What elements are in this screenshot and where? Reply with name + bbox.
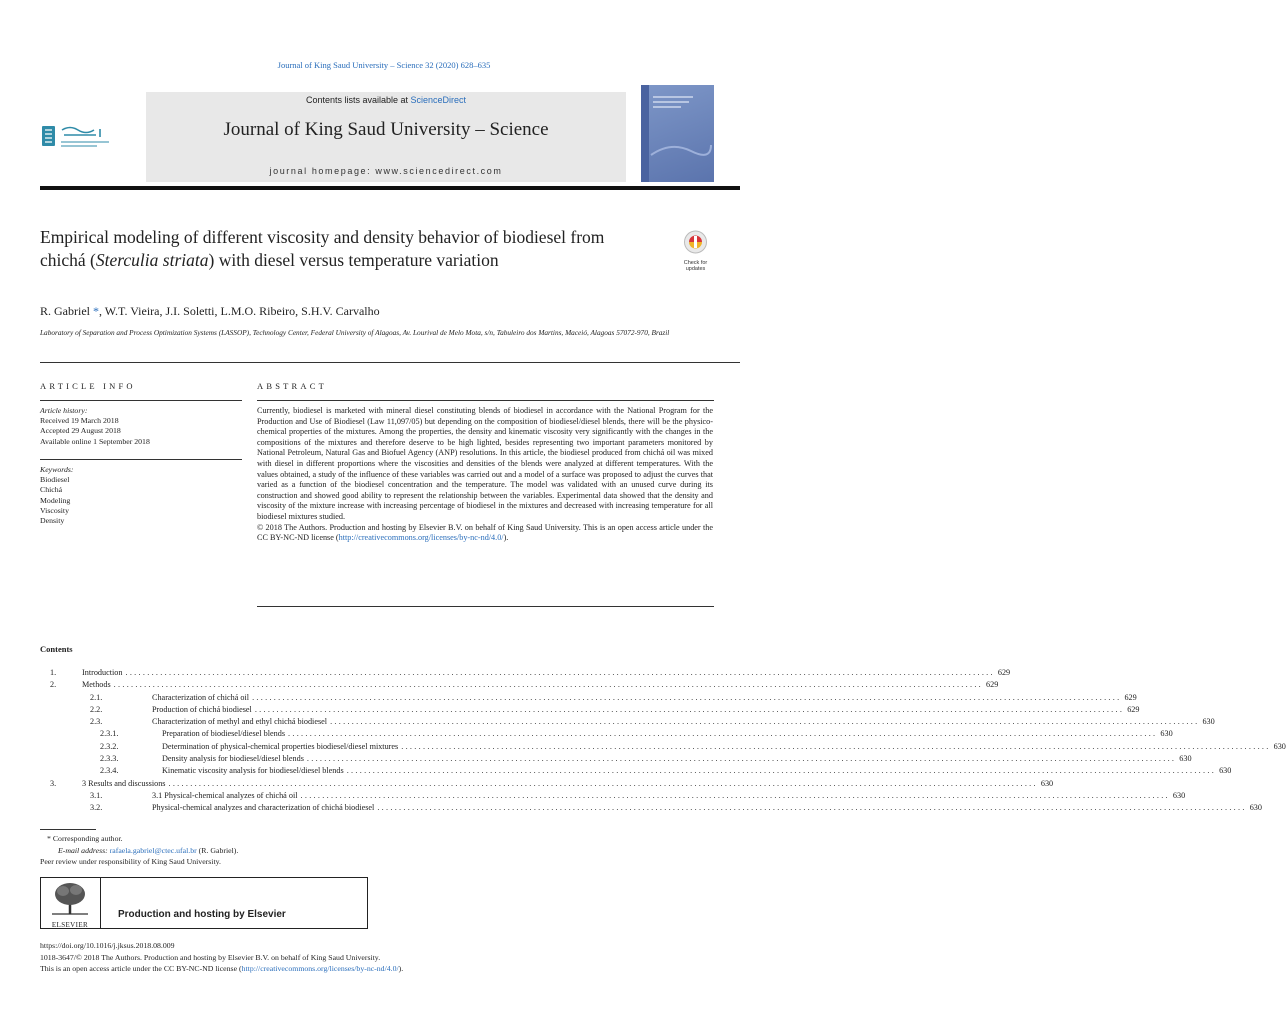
footer-license	[40, 964, 403, 973]
toc-label: Density analysis for biodiesel/diesel blends	[162, 754, 304, 764]
toc-leader-dots: ........................................................................................................................................................................................................	[254, 704, 1125, 714]
keyword-item: Biodiesel	[40, 475, 70, 485]
keywords	[40, 465, 240, 526]
toc-number: 2.3.2.	[100, 741, 119, 751]
other-authors: , W.T. Vieira, J.I. Soletti, L.M.O. Ribeiro, S.H.V. Carvalho	[99, 304, 380, 318]
abstract-body	[257, 406, 713, 544]
toc-page-number: 629	[997, 668, 1011, 677]
contents-title: Contents	[40, 644, 73, 654]
toc-leader-dots: ........................................................................................................................................................................................................	[168, 778, 1038, 788]
toc-leader-dots: ........................................................................................................................................................................................................	[252, 692, 1122, 702]
publisher-hosting-text: Production and hosting by Elsevier	[118, 909, 286, 920]
table-of-contents	[40, 668, 1286, 816]
toc-page-number: 630	[1172, 790, 1186, 800]
footnote-rule	[40, 829, 96, 830]
article-title	[40, 226, 640, 271]
toc-entry[interactable]	[40, 803, 1262, 815]
toc-label: Physical-chemical analyzes and characterization of chichá biodiesel	[152, 803, 375, 813]
history-received: Received 19 March 2018	[40, 416, 119, 426]
crossmark-icon	[673, 229, 718, 255]
keyword-item: Density	[40, 516, 65, 526]
toc-label: Kinematic viscosity analysis for biodiesel/diesel blends	[162, 766, 344, 776]
toc-label: Characterization of chichá oil	[152, 692, 250, 702]
keywords-label: Keywords:	[40, 465, 74, 474]
abstract-copyright	[257, 523, 713, 544]
author-email-link[interactable]: rafaela.gabriel@ctec.ufal.br	[109, 846, 197, 855]
copyright-end: ).	[503, 533, 509, 543]
abstract-text: Currently, biodiesel is marketed with mineral diesel constituting blends of biodiesel in accordance with the National Program for the Production and Use of Biodiesel (Law 11,097/05) but depending on the composition of biodiesel/diesel blends, there will be the physico-chemical properties of the mixtures. Among the properties, the density and kinematic viscosity very significantly with the changes in the compositions of the mixtures and therefore deserve to be high lighted, besides representing two important parameters monitored by National Petroleum, Natural Gas and Biofuel Agency (ANP) resolutions. In this article, the biodiesel produced from chichá oil was mixed with diesel in different proportions where the viscosities and densities of the blends were analyzed at different temperatures. With the values obtained, a study of the influence of these variables was carried out and a model of a surface was proposed to adjust the curves that varied as a function of the biodiesel concentration and the temperature. The model was validated with an unused curve during its construction and showed good ability to represent the relationship between the variables. Experimental data showed that the density and viscosity of the mixture increase with increasing percentage of biodiesel in the mixtures and decreased with increasing temperature for all biodiesel mixtures studied.	[257, 406, 713, 521]
title-part-2: ) with diesel versus temperature variation	[208, 249, 499, 270]
check-for-updates-badge[interactable]	[673, 229, 718, 272]
copyright-text: © 2018 The Authors. Production and hosting by Elsevier B.V. on behalf of King Saud University. This is an open access article under the CC BY-NC-ND license (	[257, 522, 713, 543]
elsevier-logo	[44, 880, 96, 929]
cover-art-icon	[641, 85, 714, 182]
toc-leader-dots: ........................................................................................................................................................................................................	[330, 717, 1200, 727]
toc-page-number: 630	[1273, 741, 1286, 751]
corresponding-author-mark[interactable]: *	[90, 304, 99, 318]
toc-leader-dots: ........................................................................................................................................................................................................	[377, 803, 1247, 813]
toc-label: Characterization of methyl and ethyl chichá biodiesel	[152, 717, 328, 727]
email-suffix: (R. Gabriel).	[196, 846, 239, 855]
crossmark-line-2: updates	[685, 266, 706, 272]
crossmark-line-1: Check for	[683, 260, 708, 266]
abstract-bottom-rule	[257, 606, 714, 607]
toc-number: 2.3.4.	[100, 766, 119, 776]
title-species: Sterculia striata	[95, 249, 209, 270]
toc-leader-dots: ........................................................................................................................................................................................................	[401, 741, 1271, 751]
toc-number: 2.	[50, 680, 57, 690]
history-rule	[40, 459, 242, 460]
keyword-item: Viscosity	[40, 505, 69, 515]
toc-entry[interactable]	[40, 778, 1054, 791]
toc-label: Production of chichá biodiesel	[152, 704, 252, 714]
history-label: Article history:	[40, 406, 88, 415]
corresponding-note: * Corresponding author.	[47, 834, 123, 843]
toc-number: 1.	[50, 668, 57, 677]
journal-homepage[interactable]: journal homepage: www.sciencedirect.com	[269, 166, 503, 176]
toc-entry[interactable]	[40, 717, 1215, 729]
toc-page-number: 630	[1040, 778, 1054, 788]
affiliation: Laboratory of Separation and Process Optimization Systems (LASSOP), Technology Center, Federal University of Alagoas, Av. Lourival de Melo Mota, s/n, Tabuleiro dos Martins, Maceió, Alagoas 57072-970, Brazil	[40, 328, 670, 337]
article-info-rule	[40, 400, 242, 401]
abstract-license-link[interactable]: http://creativecommons.org/licenses/by-nc-nd/4.0/	[338, 533, 504, 543]
university-logo-icon	[40, 120, 120, 152]
toc-number: 2.1.	[90, 692, 103, 702]
journal-citation[interactable]: Journal of King Saud University – Science 32 (2020) 628–635	[277, 60, 491, 70]
toc-label: Introduction	[82, 668, 123, 677]
toc-label: 3.1 Physical-chemical analyzes of chichá oil	[152, 790, 298, 800]
email-label: E-mail address:	[58, 846, 110, 855]
email-line	[58, 846, 238, 856]
toc-page-number: 630	[1179, 754, 1192, 764]
footer-license-prefix: This is an open access article under the CC BY-NC-ND license (	[40, 964, 242, 973]
sciencedirect-link[interactable]: ScienceDirect	[410, 95, 467, 105]
toc-number: 2.3.3.	[100, 754, 119, 764]
toc-label: Preparation of biodiesel/diesel blends	[162, 729, 286, 739]
toc-entry[interactable]	[40, 680, 999, 692]
affiliation-rule	[40, 362, 740, 363]
first-author: R. Gabriel	[40, 304, 90, 318]
toc-leader-dots: ........................................................................................................................................................................................................	[113, 680, 984, 690]
toc-leader-dots: ........................................................................................................................................................................................................	[306, 754, 1177, 764]
keyword-item: Modeling	[40, 495, 71, 505]
article-history	[40, 406, 240, 447]
toc-entry[interactable]	[40, 704, 1140, 717]
toc-page-number: 630	[1219, 766, 1232, 776]
toc-entry[interactable]	[40, 790, 1186, 803]
elsevier-tree-icon	[44, 880, 96, 916]
issn-line: 1018-3647/© 2018 The Authors. Production and hosting by Elsevier B.V. on behalf of King Saud University.	[40, 953, 381, 962]
toc-number: 2.3.1.	[100, 729, 119, 739]
publisher-divider	[100, 877, 101, 929]
header-rule	[40, 186, 740, 190]
doi-link[interactable]: https://doi.org/10.1016/j.jksus.2018.08.009	[40, 941, 175, 950]
toc-page-number: 630	[1160, 729, 1173, 739]
contents-prefix: Contents lists available at	[305, 95, 411, 105]
elsevier-wordmark: ELSEVIER	[51, 921, 89, 929]
toc-label: Methods	[82, 680, 111, 690]
toc-page-number: 630	[1249, 803, 1262, 813]
toc-number: 3.1.	[90, 790, 103, 800]
toc-entry[interactable]	[40, 692, 1137, 705]
abstract-rule	[257, 400, 714, 401]
toc-page-number: 629	[1127, 704, 1140, 714]
toc-number: 3.	[50, 778, 57, 788]
toc-label: Determination of physical-chemical properties biodiesel/diesel mixtures	[162, 741, 399, 751]
toc-leader-dots: ........................................................................................................................................................................................................	[125, 668, 995, 677]
title-part-1: Empirical modeling of different viscosity and density behavior of biodiesel from chichá (	[40, 227, 605, 270]
toc-entry[interactable]	[40, 766, 1232, 778]
toc-entry[interactable]	[40, 668, 1011, 680]
footer-license-end: ).	[398, 964, 404, 973]
peer-review-note: Peer review under responsibility of King Saud University.	[40, 857, 221, 866]
article-info-heading: ARTICLE INFO	[40, 381, 136, 391]
toc-entry[interactable]	[40, 729, 1173, 741]
toc-page-number: 630	[1202, 717, 1215, 727]
toc-number: 2.2.	[90, 704, 103, 714]
journal-cover-image	[641, 85, 714, 182]
journal-name: Journal of King Saud University – Science	[223, 119, 549, 140]
toc-leader-dots: ........................................................................................................................................................................................................	[300, 790, 1170, 800]
toc-entry[interactable]	[40, 754, 1192, 766]
toc-entry[interactable]	[40, 741, 1286, 754]
keyword-item: Chichá	[40, 485, 63, 495]
history-online: Available online 1 September 2018	[40, 436, 150, 446]
toc-number: 2.3.	[90, 717, 103, 727]
toc-label: 3 Results and discussions	[82, 778, 166, 788]
history-accepted: Accepted 29 August 2018	[40, 426, 121, 436]
toc-leader-dots: ........................................................................................................................................................................................................	[346, 766, 1217, 776]
toc-leader-dots: ........................................................................................................................................................................................................	[288, 729, 1158, 739]
contents-available-line	[146, 95, 626, 105]
toc-page-number: 629	[986, 680, 999, 690]
author-list	[40, 304, 380, 319]
toc-number: 3.2.	[90, 803, 103, 813]
toc-page-number: 629	[1124, 692, 1137, 702]
abstract-heading: ABSTRACT	[257, 381, 327, 391]
footer-license-link[interactable]: http://creativecommons.org/licenses/by-nc-nd/4.0/	[241, 964, 399, 973]
